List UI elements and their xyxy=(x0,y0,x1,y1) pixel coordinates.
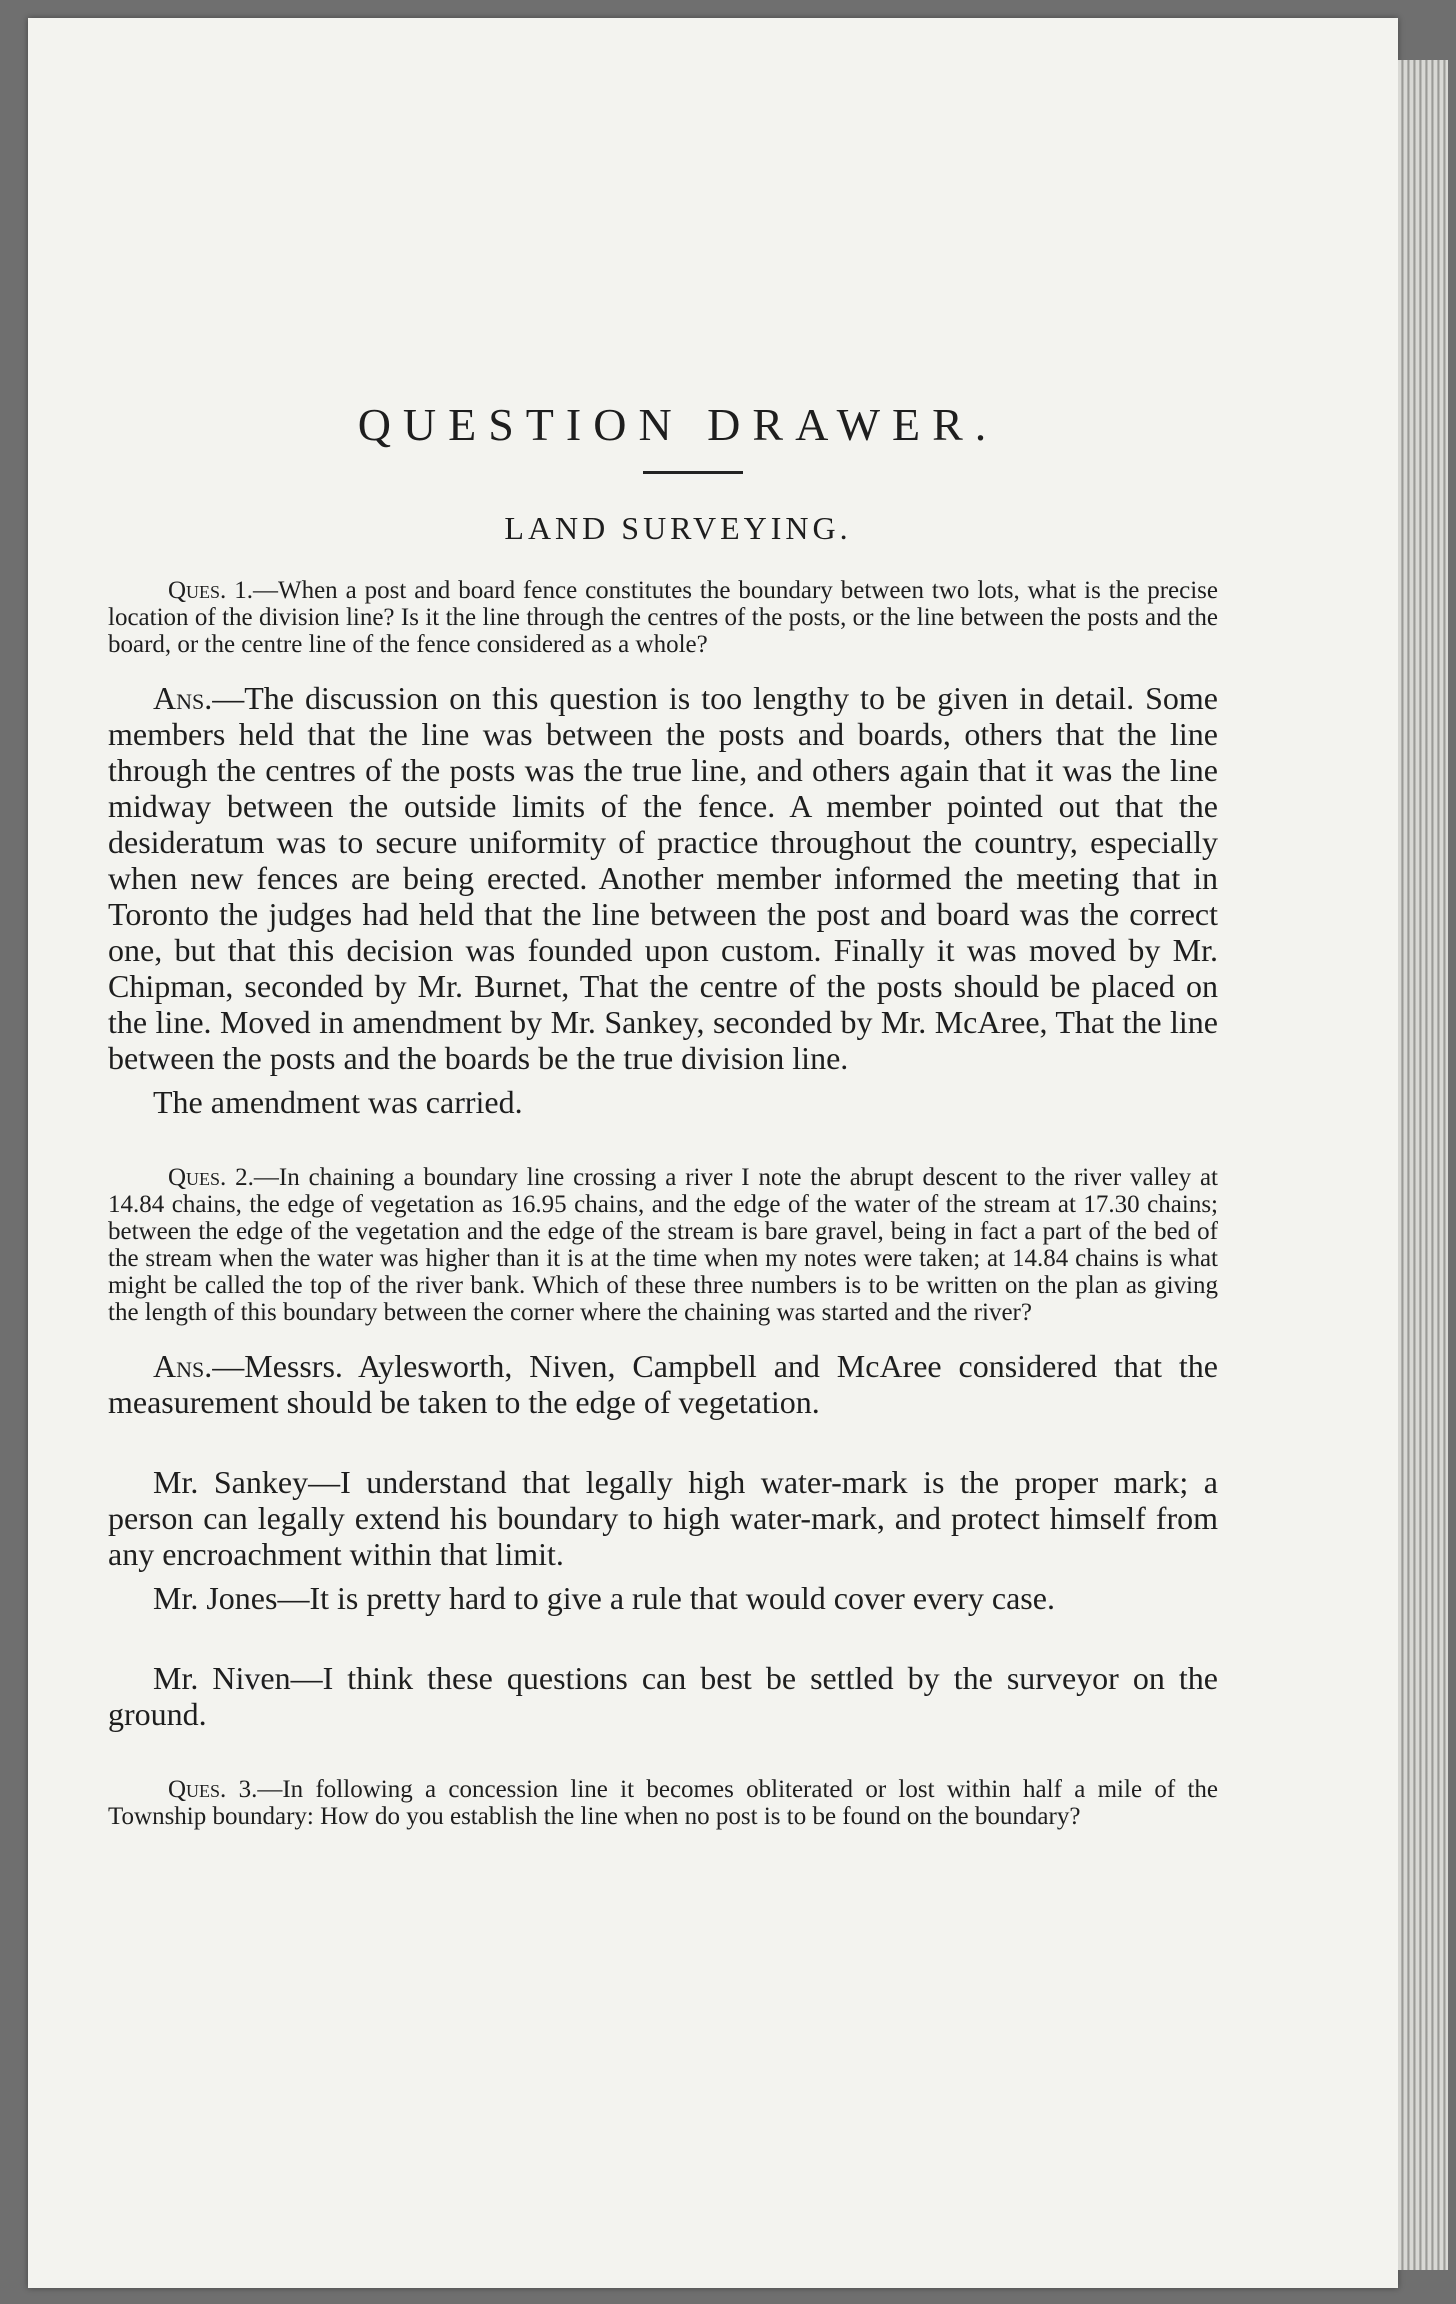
question-lead: Ques. 3. xyxy=(168,1776,258,1803)
spacer xyxy=(108,1740,1218,1776)
section-heading: LAND SURVEYING. xyxy=(504,510,852,546)
answer-text: Mr. Sankey—I understand that legally high water-mark is the proper mark; a person can legally extend his boundary to high water-mark, and protect himself from any encroachment within that limit. xyxy=(108,1464,1218,1572)
answer-2-sankey xyxy=(108,1464,1218,1572)
answer-1 xyxy=(108,680,1218,1076)
question-2 xyxy=(108,1164,1218,1326)
answer-1-result xyxy=(108,1084,1218,1120)
answer-text: Mr. Jones—It is pretty hard to give a rule that would cover every case. xyxy=(153,1580,1055,1616)
question-lead: Ques. 1. xyxy=(168,577,253,604)
book-page xyxy=(28,18,1398,2288)
answer-2-jones xyxy=(108,1580,1218,1616)
question-3 xyxy=(108,1776,1218,1830)
question-text: —In chaining a boundary line crossing a river I note the abrupt descent to the river valley at 14.84 chains, the edge of vegetation as 16.95 chains, and the edge of the water of the stream at 17.30 chains; between the edge of the vegetation and the edge of the stream is bare gravel, being in fact a part of the bed of the stream when the water was higher than it is at the time when my notes were taken; at 14.84 chains is what might be called the top of the river bank. Which of these three numbers is to be written on the plan as giving the length of this boundary between the corner where the chaining was started and the river? xyxy=(108,1164,1219,1326)
answer-text: Mr. Niven—I think these questions can best be settled by the surveyor on the ground. xyxy=(108,1660,1218,1732)
question-lead: Ques. 2. xyxy=(168,1164,254,1191)
answer-lead: Ans. xyxy=(153,1348,213,1384)
title-rule xyxy=(643,471,743,474)
page-content xyxy=(108,398,1218,1852)
answer-text: The amendment was carried. xyxy=(153,1084,523,1120)
page-edges xyxy=(1398,60,1448,2270)
answer-2 xyxy=(108,1348,1218,1420)
spacer xyxy=(108,1624,1218,1660)
answer-lead: Ans. xyxy=(153,680,213,716)
spacer xyxy=(108,1428,1218,1464)
answer-text: —Messrs. Aylesworth, Niven, Campbell and McAree considered that the measurement should be taken to the edge of vegetation. xyxy=(108,1348,1218,1420)
question-text: —In following a concession line it becomes obliterated or lost within half a mile of the Township boundary: How do you establish the line when no post is to be found on the boundary? xyxy=(108,1776,1218,1830)
question-text: —When a post and board fence constitutes the boundary between two lots, what is the precise location of the division line? Is it the line through the centres of the posts, or the line between the posts and the board, or the centre line of the fence considered as a whole? xyxy=(108,577,1218,658)
answer-text: —The discussion on this question is too lengthy to be given in detail. Some members held that the line was between the posts and boards, others that the line through the centres of the posts was the true line, and others again that it was the line midway between the outside limits of the fence. A member pointed out that the desideratum was to secure uniformity of practice throughout the country, especially when new fences are being erected. Another member informed the meeting that in Toronto the judges had held that the line between the post and board was the correct one, but that this decision was founded upon custom. Finally it was moved by Mr. Chipman, seconded by Mr. Burnet, That the centre of the posts should be placed on the line. Moved in amendment by Mr. Sankey, seconded by Mr. McAree, That the line between the posts and the boards be the true division line. xyxy=(108,680,1218,1076)
answer-2-niven xyxy=(108,1660,1218,1732)
question-1 xyxy=(108,577,1218,658)
page-title: QUESTION DRAWER. xyxy=(357,399,999,450)
spacer xyxy=(108,1128,1218,1164)
